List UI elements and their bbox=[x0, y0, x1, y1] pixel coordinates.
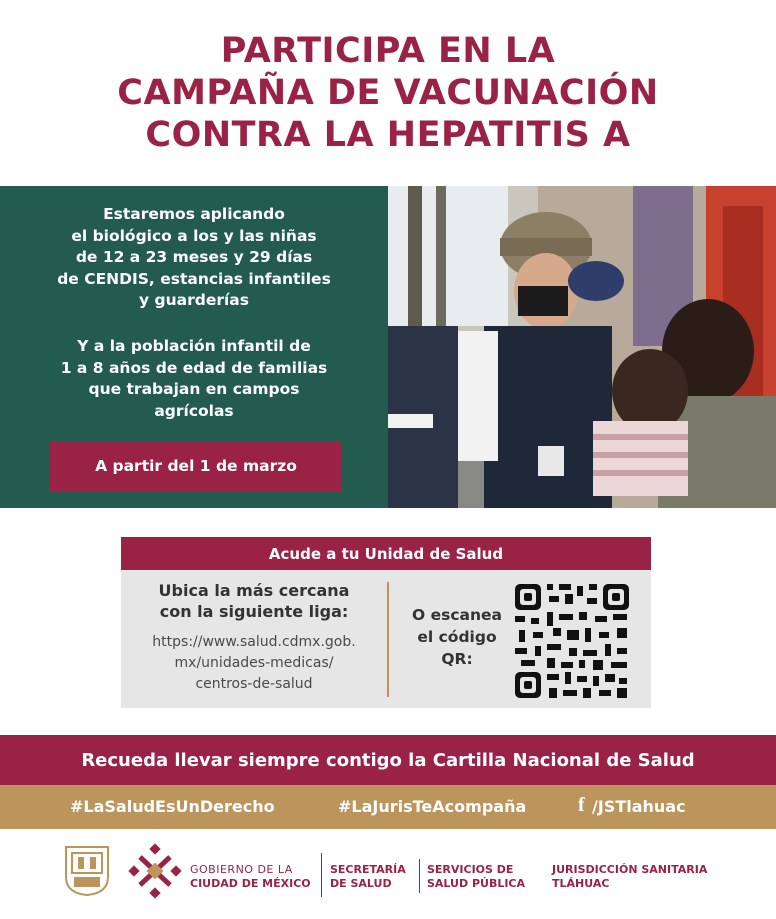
campaign-title bbox=[0, 30, 776, 156]
hashtag-bar bbox=[0, 785, 776, 829]
text-line: O escanea bbox=[412, 606, 502, 624]
facebook-handle[interactable]: /JSTlahuac bbox=[592, 797, 686, 816]
qr-code-icon[interactable] bbox=[513, 582, 631, 700]
text-line: de CENDIS, estancias infantiles bbox=[57, 269, 331, 288]
gobierno-cdmx-logo bbox=[128, 843, 182, 899]
text-line: 1 a 8 años de edad de familias bbox=[60, 358, 328, 377]
health-centers-link[interactable] bbox=[121, 632, 387, 695]
title-line: CONTRA LA HEPATITIS A bbox=[145, 115, 631, 155]
title-line: CAMPAÑA DE VACUNACIÓN bbox=[117, 73, 659, 113]
vaccination-photo bbox=[388, 186, 776, 508]
health-unit-header: Acude a tu Unidad de Salud bbox=[121, 537, 651, 570]
health-card-reminder: Recueda llevar siempre contigo la Cartilla Nacional de Salud bbox=[0, 735, 776, 785]
text-line: que trabajan en campos bbox=[88, 380, 300, 398]
jurisdiccion-line: TLÁHUAC bbox=[552, 877, 610, 890]
link-line[interactable]: https://www.salud.cdmx.gob. bbox=[152, 634, 356, 650]
text-line: el código bbox=[417, 628, 497, 646]
title-line: PARTICIPA EN LA bbox=[220, 31, 556, 71]
hashtag-juris[interactable]: #LaJurisTeAcompaña bbox=[338, 797, 527, 816]
gov-line: GOBIERNO DE LA bbox=[190, 863, 293, 876]
institutional-footer bbox=[0, 829, 776, 919]
link-line[interactable]: centros-de-salud bbox=[195, 676, 313, 692]
text-line: y guarderías bbox=[139, 291, 249, 309]
text-line: QR: bbox=[441, 650, 473, 668]
link-line[interactable]: mx/unidades-medicas/ bbox=[174, 655, 334, 671]
audience-paragraph-1 bbox=[10, 204, 378, 312]
health-unit-info bbox=[121, 570, 651, 708]
locate-lead bbox=[121, 580, 387, 622]
text-line: con la siguiente liga: bbox=[159, 602, 349, 621]
gov-line: CIUDAD DE MÉXICO bbox=[190, 877, 311, 890]
text-line: el biológico a los y las niñas bbox=[71, 226, 317, 245]
secretaria-line: DE SALUD bbox=[330, 877, 392, 890]
text-line: Y a la población infantil de bbox=[77, 337, 311, 355]
facebook-icon: f bbox=[578, 794, 585, 816]
servicios-line: SALUD PÚBLICA bbox=[427, 877, 526, 890]
divider bbox=[321, 853, 322, 897]
cdmx-shield-logo bbox=[64, 845, 110, 897]
start-date-banner: A partir del 1 de marzo bbox=[50, 441, 342, 491]
servicios-line: SERVICIOS DE bbox=[427, 863, 514, 876]
audience-paragraph-2 bbox=[10, 336, 378, 422]
secretaria-line: SECRETARÍA bbox=[330, 863, 406, 876]
locate-instructions bbox=[121, 580, 387, 695]
vaccination-photo-illustration bbox=[388, 186, 776, 508]
text-line: Ubica la más cercana bbox=[158, 581, 350, 600]
text-line: Estaremos aplicando bbox=[103, 205, 285, 223]
divider bbox=[387, 582, 389, 697]
text-line: agrícolas bbox=[154, 401, 234, 420]
jurisdiccion-line: JURISDICCIÓN SANITARIA bbox=[552, 863, 708, 876]
hashtag-salud[interactable]: #LaSaludEsUnDerecho bbox=[70, 797, 275, 816]
text-line: de 12 a 23 meses y 29 días bbox=[75, 248, 313, 266]
divider bbox=[419, 859, 420, 893]
scan-instructions bbox=[397, 604, 517, 670]
